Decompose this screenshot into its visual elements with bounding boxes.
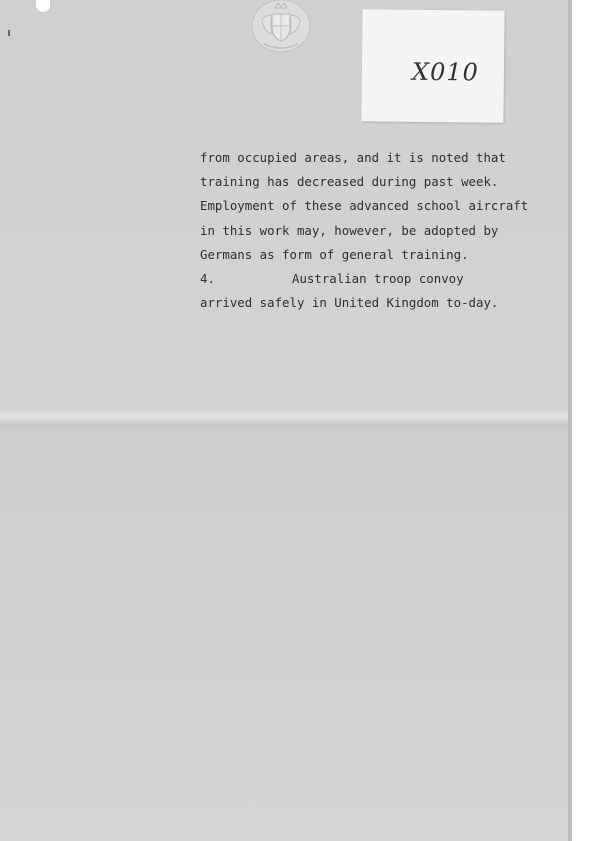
page-edge	[568, 0, 572, 841]
page-fold	[0, 408, 572, 426]
text-line: Employment of these advanced school aircraft	[200, 198, 529, 214]
text-line: from occupied areas, and it is noted that	[200, 150, 506, 165]
embossed-crest-icon	[250, 0, 312, 56]
punch-hole	[36, 0, 50, 12]
paragraph-4-text: Australian troop convoy	[292, 270, 464, 286]
handwritten-reference: X010	[411, 57, 479, 87]
text-line: Germans as form of general training.	[200, 246, 469, 262]
ink-speck	[8, 30, 10, 36]
sticky-note	[361, 9, 504, 122]
paragraph-number: 4.	[200, 270, 215, 286]
paragraph-4-first-line	[200, 271, 560, 295]
text-line: training has decreased during past week.	[200, 174, 499, 190]
typed-text-block	[200, 150, 560, 319]
text-line: in this work may, however, be adopted by	[200, 222, 499, 238]
paragraph-4-second-line: arrived safely in United Kingdom to-day.	[200, 295, 499, 311]
